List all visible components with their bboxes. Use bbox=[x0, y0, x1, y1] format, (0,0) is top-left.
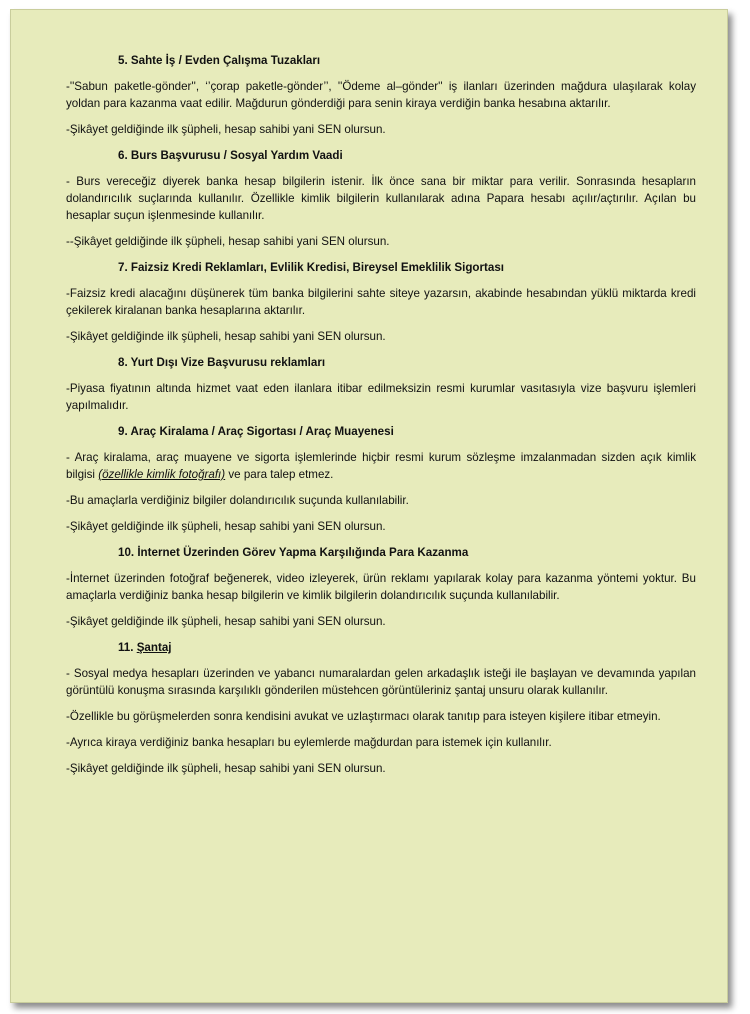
section-6-heading: 6. Burs Başvurusu / Sosyal Yardım Vaadi bbox=[118, 149, 343, 162]
section-10-paragraph-1: -İnternet üzerinden fotoğraf beğenerek, video izleyerek, ürün reklamı yapılarak kolay para kazanma yöntemi yoktur. Bu amaçlarla verdiğiniz banka hesap bilgilerin ve kimlik bilgilerin dolandırıcılık suçunda kullanılabilir. bbox=[66, 572, 696, 602]
section-10-warning: -Şikâyet geldiğinde ilk şüpheli, hesap sahibi yani SEN olursun. bbox=[66, 615, 386, 628]
document-page bbox=[10, 9, 728, 1003]
section-9-paragraph-1 bbox=[66, 449, 696, 483]
section-9-heading: 9. Araç Kiralama / Araç Sigortası / Araç Muayenesi bbox=[118, 425, 394, 438]
section-9-warning: -Şikâyet geldiğinde ilk şüpheli, hesap sahibi yani SEN olursun. bbox=[66, 520, 386, 533]
section-11-heading-number: 11. bbox=[118, 641, 137, 654]
section-9-paragraph-1-end: ve para talep etmez. bbox=[225, 468, 334, 481]
section-9-paragraph-2: -Bu amaçlarla verdiğiniz bilgiler dolandırıcılık suçunda kullanılabilir. bbox=[66, 494, 409, 507]
section-11-paragraph-1: - Sosyal medya hesapları üzerinden ve yabancı numaralardan gelen arkadaşlık isteği ile başlayan ve devamında yapılan görüntülü konuşma sırasında karşılıklı gönderilen müstehcen görüntüleriniz şantaj unsuru olarak kullanılır. bbox=[66, 667, 696, 697]
section-9-paragraph-1-start: - Araç kiralama, araç muayene ve sigorta işlemlerinde hiçbir resmi kurum sözleşme imzalanmadan sizden açık kimlik bilgisi bbox=[66, 451, 696, 481]
section-5-warning: -Şikâyet geldiğinde ilk şüpheli, hesap sahibi yani SEN olursun. bbox=[66, 123, 386, 136]
section-8-heading: 8. Yurt Dışı Vize Başvurusu reklamları bbox=[118, 356, 326, 369]
section-5-paragraph-1: -''Sabun paketle-gönder'', ‘’çorap paketle-gönder’’, ''Ödeme al–gönder'' iş ilanları üzerinden mağdura ulaşılarak kolay yoldan para kazanma vaat edilir. Mağdurun gönderdiği para senin kiraya verdiğin banka hesabına aktarılır. bbox=[66, 80, 696, 110]
section-7-warning: -Şikâyet geldiğinde ilk şüpheli, hesap sahibi yani SEN olursun. bbox=[66, 330, 386, 343]
section-7-heading: 7. Faizsiz Kredi Reklamları, Evlilik Kredisi, Bireysel Emeklilik Sigortası bbox=[118, 261, 504, 274]
section-10-heading: 10. İnternet Üzerinden Görev Yapma Karşılığında Para Kazanma bbox=[118, 546, 469, 559]
section-11-heading-word: Şantaj bbox=[136, 641, 172, 654]
section-11-heading bbox=[118, 639, 696, 656]
section-11-paragraph-3: -Ayrıca kiraya verdiğiniz banka hesapları bu eylemlerde mağdurdan para istemek için kullanılır. bbox=[66, 736, 552, 749]
section-5-heading: 5. Sahte İş / Evden Çalışma Tuzakları bbox=[118, 54, 321, 67]
section-7-paragraph-1: -Faizsiz kredi alacağını düşünerek tüm banka bilgilerini sahte siteye yazarsın, akabinde hesabından yüklü miktarda kredi çekilerek kiralanan banka hesaplarına aktarılır. bbox=[66, 287, 696, 317]
document-body bbox=[66, 52, 696, 777]
section-11-paragraph-2: -Özellikle bu görüşmelerden sonra kendisini avukat ve uzlaştırmacı olarak tanıtıp para isteyen kişilere itibar etmeyin. bbox=[66, 710, 661, 723]
section-6-paragraph-1: - Burs vereceğiz diyerek banka hesap bilgilerin istenir. İlk önce sana bir miktar para verilir. Sonrasında hesapların dolandırıcılık suçlarında kullanılır. Özellikle kimlik bilgilerin kullanılarak adına Papara hesabı açılır/açtırılır. Açılan bu hesaplar suçun işlenmesinde kullanılır. bbox=[66, 175, 696, 222]
section-9-emphasis: (özellikle kimlik fotoğrafı) bbox=[98, 468, 226, 481]
section-6-warning: --Şikâyet geldiğinde ilk şüpheli, hesap sahibi yani SEN olursun. bbox=[66, 235, 390, 248]
section-11-warning: -Şikâyet geldiğinde ilk şüpheli, hesap sahibi yani SEN olursun. bbox=[66, 762, 386, 775]
section-8-paragraph-1: -Piyasa fiyatının altında hizmet vaat eden ilanlara itibar edilmeksizin resmi kurumlar vasıtasıyla vize başvuru işlemleri yapılmalıdır. bbox=[66, 382, 696, 412]
